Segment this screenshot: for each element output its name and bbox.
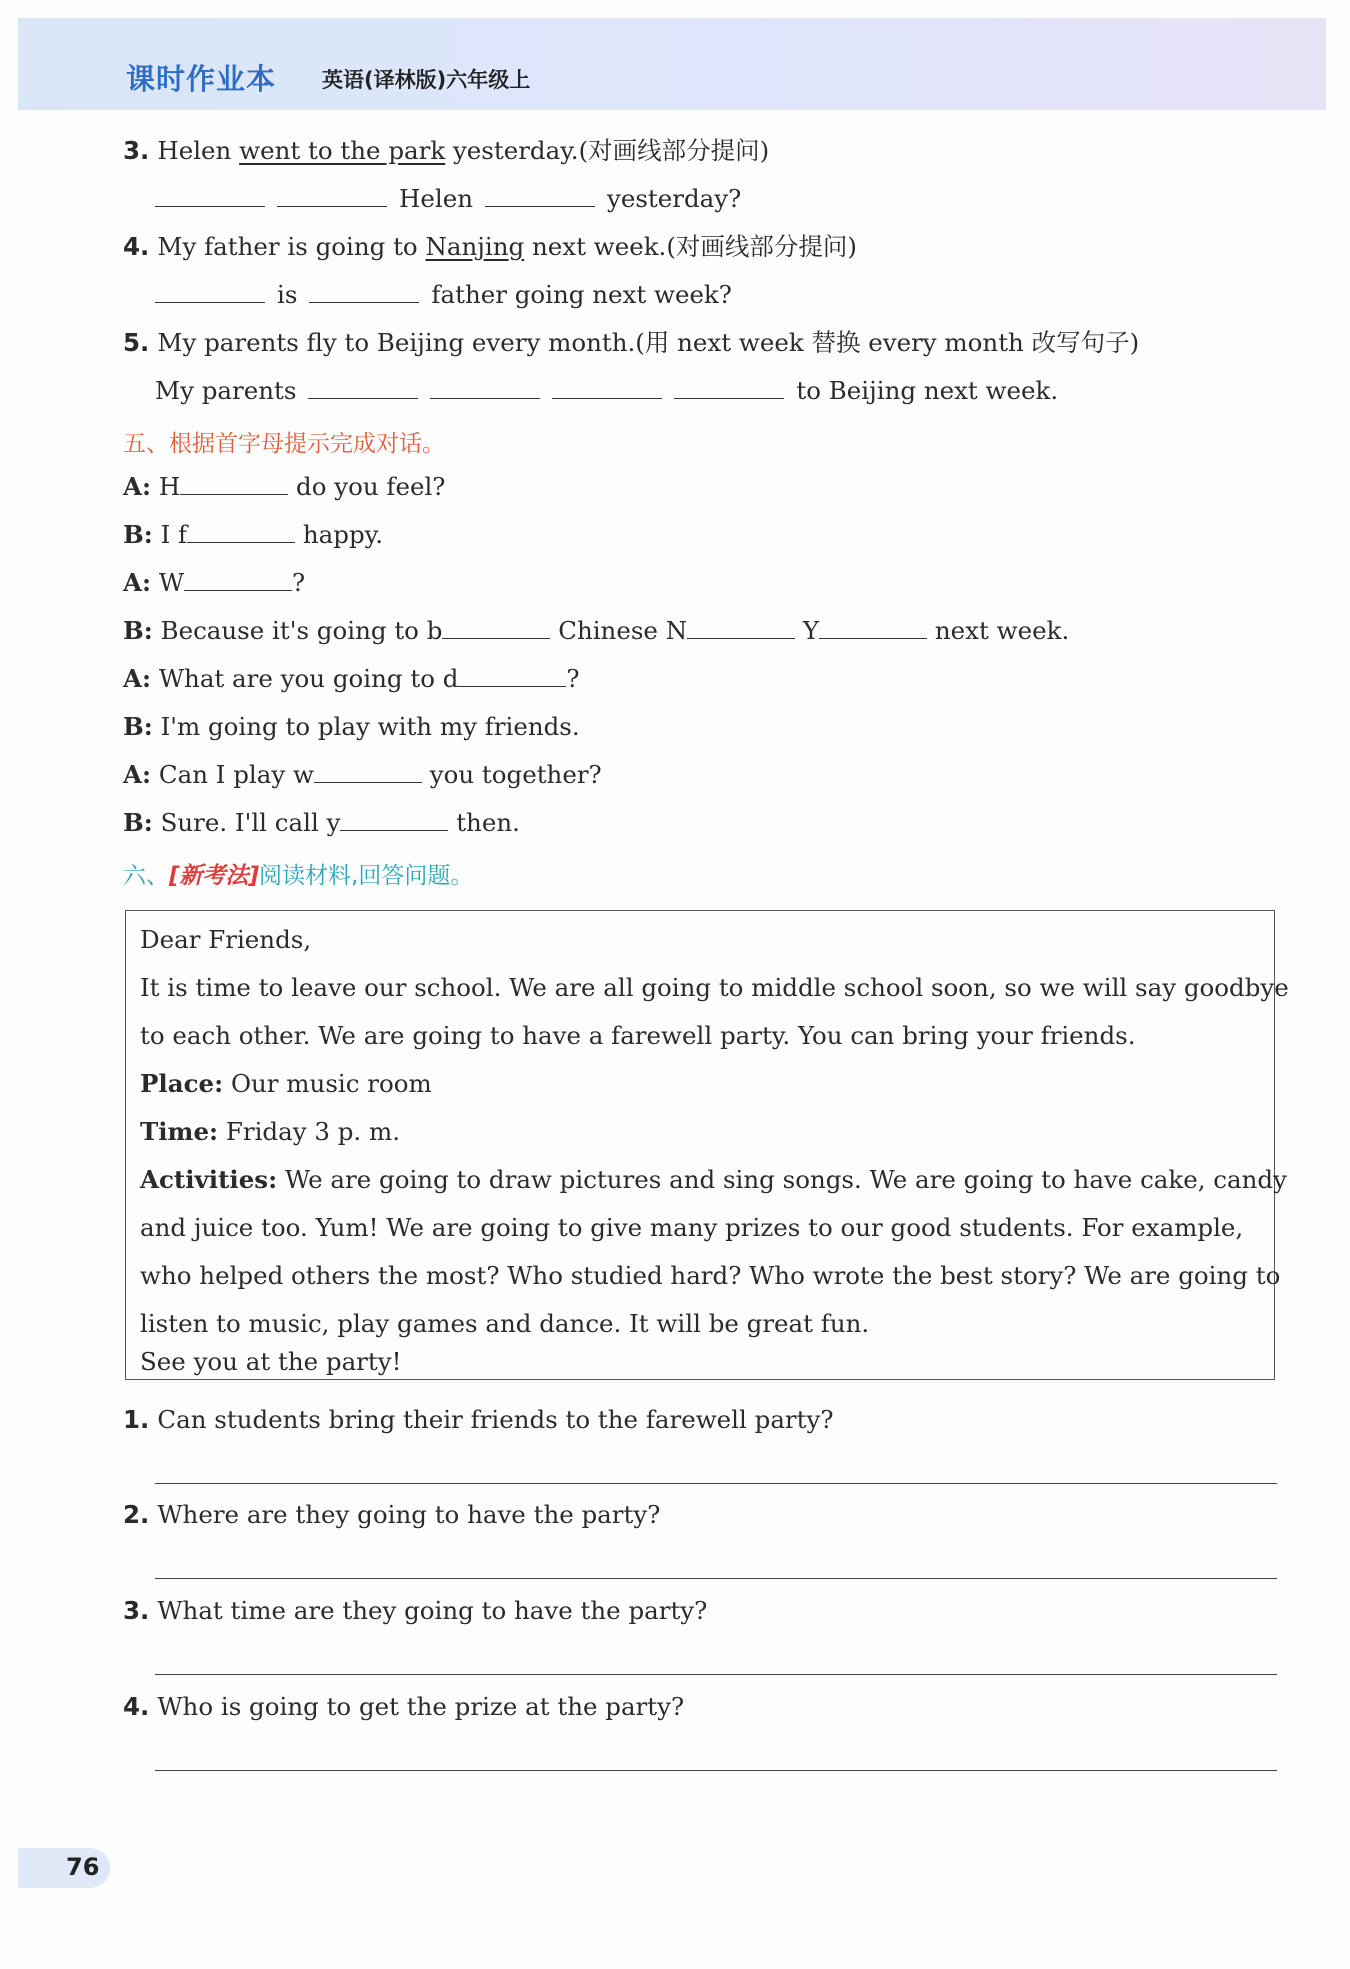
letter-closing: See you at the party!	[140, 1347, 402, 1376]
reading-passage-box	[125, 910, 1289, 1380]
reading-question: 3. What time are they going to have the party?	[123, 1596, 708, 1625]
reading-question: 1. Can students bring their friends to the farewell party?	[123, 1405, 834, 1434]
answer-blank[interactable]	[308, 376, 418, 399]
letter-line: listen to music, play games and dance. It will be great fun.	[140, 1309, 870, 1338]
letter-place: Place: Our music room	[140, 1069, 432, 1098]
reading-question: 2. Where are they going to have the party?	[123, 1500, 661, 1529]
answer-blank[interactable]	[180, 472, 288, 495]
underlined-phrase: went to the park	[239, 136, 446, 165]
answer-blank[interactable]	[340, 808, 448, 831]
answer-blank[interactable]	[314, 760, 422, 783]
answer-blank[interactable]	[819, 616, 927, 639]
letter-line: It is time to leave our school. We are all going to middle school soon, so we will say goodbye	[140, 973, 1289, 1002]
dialogue-line: B: I'm going to play with my friends.	[123, 712, 580, 741]
header-subtitle: 英语(译林版)六年级上	[322, 68, 531, 92]
section-6-title: 六、[新考法]阅读材料,回答问题。	[123, 863, 474, 889]
q4-3-prompt: 3. Helen went to the park yesterday.(对画线部分提问)	[123, 136, 770, 165]
letter-time: Time: Friday 3 p. m.	[140, 1117, 401, 1146]
answer-blank[interactable]	[430, 376, 540, 399]
answer-blank[interactable]	[442, 616, 550, 639]
letter-greeting: Dear Friends,	[140, 925, 312, 954]
letter-line: and juice too. Yum! We are going to give many prizes to our good students. For example,	[140, 1213, 1244, 1242]
answer-blank[interactable]	[552, 376, 662, 399]
answer-blank[interactable]	[309, 280, 419, 303]
q4-5-answer: My parents to Beijing next week.	[155, 376, 1059, 405]
q4-4-answer: is father going next week?	[155, 280, 732, 309]
page-number: 76	[66, 1853, 100, 1881]
q4-5-prompt: 5. My parents fly to Beijing every month.(用 next week 替换 every month 改写句子)	[123, 328, 1140, 357]
dialogue-line: A: W ?	[123, 568, 306, 597]
dialogue-line: A: H do you feel?	[123, 472, 446, 501]
answer-line[interactable]	[155, 1483, 1277, 1484]
answer-blank[interactable]	[155, 184, 265, 207]
letter-activities: Activities: We are going to draw pictures and sing songs. We are going to have cake, candy	[140, 1165, 1287, 1194]
letter-line: who helped others the most? Who studied hard? Who wrote the best story? We are going to	[140, 1261, 1281, 1290]
answer-blank[interactable]	[687, 616, 795, 639]
answer-blank[interactable]	[458, 664, 566, 687]
section-5-title: 五、根据首字母提示完成对话。	[123, 431, 445, 457]
dialogue-line: B: I f happy.	[123, 520, 384, 549]
answer-blank[interactable]	[184, 568, 292, 591]
answer-blank[interactable]	[485, 184, 595, 207]
answer-blank[interactable]	[277, 184, 387, 207]
answer-blank[interactable]	[674, 376, 784, 399]
answer-line[interactable]	[155, 1770, 1277, 1771]
dialogue-line: B: Because it's going to b Chinese N Y next week.	[123, 616, 1070, 645]
letter-line: to each other. We are going to have a farewell party. You can bring your friends.	[140, 1021, 1136, 1050]
header-title: 课时作业本	[126, 62, 277, 96]
answer-line[interactable]	[155, 1674, 1277, 1675]
answer-line[interactable]	[155, 1578, 1277, 1579]
new-method-badge: [新考法]	[169, 863, 260, 889]
answer-blank[interactable]	[155, 280, 265, 303]
dialogue-line: A: Can I play w you together?	[123, 760, 602, 789]
reading-question: 4. Who is going to get the prize at the party?	[123, 1692, 685, 1721]
q4-3-answer: Helen yesterday?	[155, 184, 741, 213]
dialogue-line: A: What are you going to d ?	[123, 664, 580, 693]
answer-blank[interactable]	[187, 520, 295, 543]
underlined-phrase: Nanjing	[425, 232, 525, 261]
dialogue-line: B: Sure. I'll call y then.	[123, 808, 520, 837]
q4-4-prompt: 4. My father is going to Nanjing next week.(对画线部分提问)	[123, 232, 857, 261]
